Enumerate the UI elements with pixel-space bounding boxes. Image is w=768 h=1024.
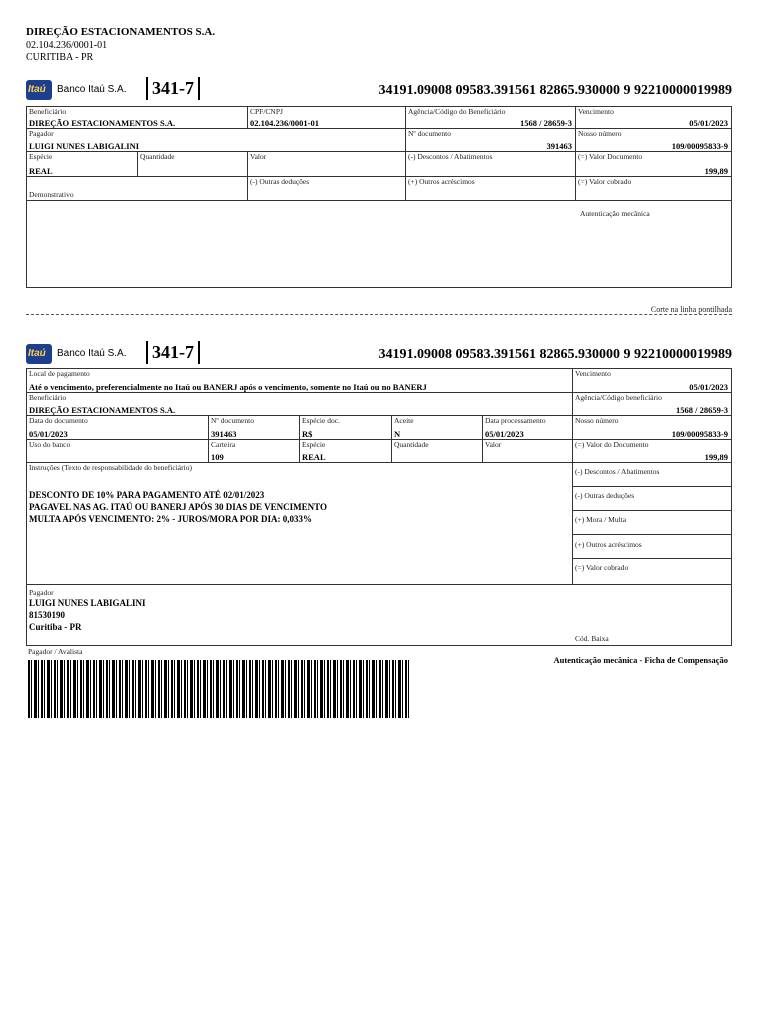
slip-uso-banco: Uso do banco	[26, 439, 209, 463]
instruction-line: PAGAVEL NAS AG. ITAÚ OU BANERJ APÓS 30 DIAS DE VENCIMENTO	[29, 502, 327, 512]
pagador-cep: 81530190	[29, 610, 65, 620]
barcode	[28, 660, 410, 718]
slip-agencia: Agência/Código beneficiário 1568 / 28659-3	[572, 392, 732, 416]
cut-line	[26, 314, 732, 315]
receipt-bank-row	[26, 77, 732, 103]
receipt-demonstrativo-area	[26, 200, 732, 288]
receipt-agencia: Agência/Código do Beneficiário 1568 / 28659-3	[405, 106, 576, 129]
receipt-valor-documento: (=) Valor Documento 199,89	[575, 151, 732, 177]
slip-valor-cobrado: (=) Valor cobrado	[572, 558, 732, 585]
itau-logo: Itaú	[26, 80, 52, 100]
receipt-especie: Espécie REAL	[26, 151, 138, 177]
pagador-city: Curitiba - PR	[29, 622, 82, 632]
pagador-name: LUIGI NUNES LABIGALINI	[29, 598, 146, 608]
slip-local-pagamento: Local de pagamento Até o vencimento, preferencialmente no Itaú ou BANERJ após o vencimento, somente no Itaú ou no BANERJ	[26, 368, 573, 393]
receipt-valor-cobrado: (=) Valor cobrado	[575, 176, 732, 201]
bank-code: 341-7	[146, 77, 200, 100]
instruction-line: DESCONTO DE 10% PARA PAGAMENTO ATÉ 02/01/2023	[29, 490, 265, 500]
receipt-quantidade: Quantidade	[137, 151, 248, 177]
receipt-pagador: Pagador LUIGI NUNES LABIGALINI	[26, 128, 406, 152]
receipt-outras-deducoes: (-) Outras deduções	[247, 176, 406, 201]
slip-data-processamento: Data processamento 05/01/2023	[482, 415, 573, 440]
bank-name: Banco Itaú S.A.	[57, 84, 127, 95]
slip-data-documento: Data do documento 05/01/2023	[26, 415, 209, 440]
slip-especie: Espécie REAL	[299, 439, 392, 463]
digitable-line: 34191.09008 09583.391561 82865.930000 9 92210000019989	[378, 83, 732, 98]
receipt-descontos: (-) Descontos / Abatimentos	[405, 151, 576, 177]
company-cnpj: 02.104.236/0001-01	[26, 40, 108, 51]
slip-valor: Valor	[482, 439, 573, 463]
slip-ndoc: Nº documento 391463	[208, 415, 300, 440]
company-name: DIREÇÃO ESTACIONAMENTOS S.A.	[26, 26, 216, 38]
slip-bank-row	[26, 341, 732, 367]
slip-beneficiario: Beneficiário DIREÇÃO ESTACIONAMENTOS S.A.	[26, 392, 573, 416]
receipt-nosso-numero: Nosso número 109/00095833-9	[575, 128, 732, 152]
slip-carteira: Carteira 109	[208, 439, 300, 463]
slip-vencimento: Vencimento 05/01/2023	[572, 368, 732, 393]
receipt-valor: Valor	[247, 151, 406, 177]
slip-outros-acrescimos: (+) Outros acréscimos	[572, 534, 732, 559]
slip-instrucoes: Instruções (Texto de responsabilidade do beneficiário) DESCONTO DE 10% PARA PAGAMENTO ATÉ 02/01/2023 PAGAVEL NAS AG. ITAÚ OU BANERJ APÓS 30 DIAS DE VENCIMENTO MULTA APÓS VENCIMENTO: 2% - JUROS/MORA POR DIA: 0,033%	[26, 462, 573, 585]
itau-logo: Itaú	[26, 344, 52, 364]
cod-baixa-label: Cód. Baixa	[575, 634, 609, 643]
instruction-line: MULTA APÓS VENCIMENTO: 2% - JUROS/MORA POR DIA: 0,033%	[29, 514, 312, 524]
slip-mora-multa: (+) Mora / Multa	[572, 510, 732, 535]
slip-pagador: Pagador LUIGI NUNES LABIGALINI 81530190 Curitiba - PR Cód. Baixa	[26, 584, 732, 646]
slip-outras-deducoes: (-) Outras deduções	[572, 486, 732, 511]
company-city: CURITIBA - PR	[26, 52, 94, 63]
avalista-label: Pagador / Avalista	[28, 647, 83, 656]
autenticacao-ficha: Autenticação mecânica - Ficha de Compensação	[553, 655, 728, 665]
slip-quantidade: Quantidade	[391, 439, 483, 463]
receipt-ndoc: Nº documento 391463	[405, 128, 576, 152]
slip-valor-documento: (=) Valor do Documento 199,89	[572, 439, 732, 463]
bank-code: 341-7	[146, 341, 200, 364]
digitable-line: 34191.09008 09583.391561 82865.930000 9 92210000019989	[378, 347, 732, 362]
receipt-outros-acrescimos: (+) Outros acréscimos	[405, 176, 576, 201]
slip-nosso-numero: Nosso número 109/00095833-9	[572, 415, 732, 440]
bank-name: Banco Itaú S.A.	[57, 348, 127, 359]
receipt-demonstrativo: Demonstrativo	[26, 176, 248, 201]
receipt-vencimento: Vencimento 05/01/2023	[575, 106, 732, 129]
receipt-autenticacao: Autenticação mecânica	[580, 209, 650, 218]
slip-especie-doc: Espécie doc. R$	[299, 415, 392, 440]
slip-aceite: Aceite N	[391, 415, 483, 440]
slip-descontos: (-) Descontos / Abatimentos	[572, 462, 732, 487]
receipt-beneficiario: Beneficiário DIREÇÃO ESTACIONAMENTOS S.A.	[26, 106, 248, 129]
receipt-cpf: CPF/CNPJ 02.104.236/0001-01	[247, 106, 406, 129]
cut-line-label: Corte na linha pontilhada	[650, 305, 732, 314]
